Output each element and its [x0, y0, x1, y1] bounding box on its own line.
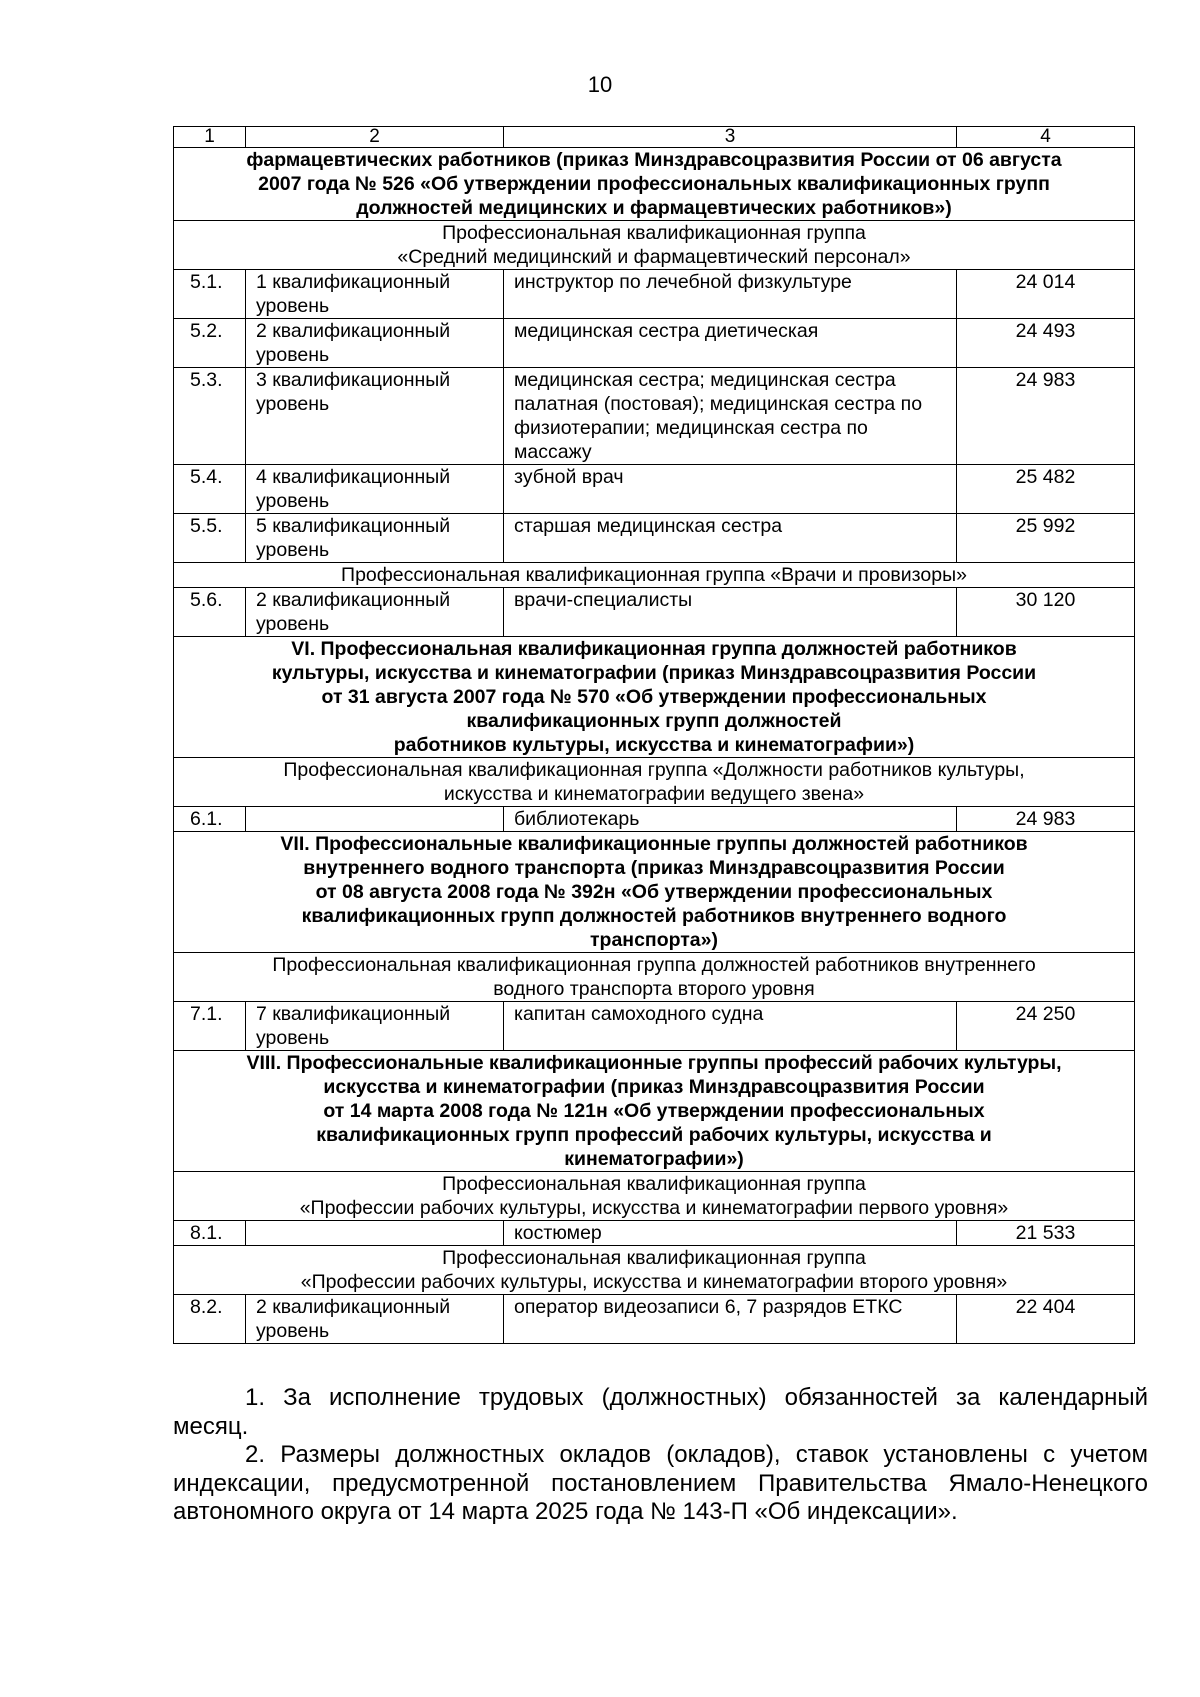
- position-name: старшая медицинская сестра: [504, 514, 957, 563]
- salary-value: 24 014: [957, 270, 1135, 319]
- group-title: [174, 758, 1135, 807]
- qualification-level: 1 квалификационный уровень: [246, 270, 504, 319]
- group-title-line: Профессиональная квалификационная группа: [442, 222, 866, 244]
- table-row: [174, 1002, 1135, 1051]
- salary-value: 21 533: [957, 1221, 1135, 1246]
- salary-value: 22 404: [957, 1295, 1135, 1344]
- row-number: 8.2.: [174, 1295, 246, 1344]
- column-header: 1: [174, 127, 246, 148]
- position-name: оператор видеозаписи 6, 7 разрядов ЕТКС: [504, 1295, 957, 1344]
- position-name: капитан самоходного судна: [504, 1002, 957, 1051]
- qualification-level: 5 квалификационный уровень: [246, 514, 504, 563]
- group-title: [174, 953, 1135, 1002]
- position-name: медицинская сестра; медицинская сестра палатная (постовая); медицинская сестра по физиотерапии; медицинская сестра по массажу: [504, 368, 957, 465]
- page-number: 10: [587, 72, 613, 97]
- salary-value: 24 983: [957, 368, 1135, 465]
- row-number: 8.1.: [174, 1221, 246, 1246]
- group-title-line: Профессиональная квалификационная группа: [442, 1247, 866, 1269]
- group-row: [174, 1172, 1135, 1221]
- table-row: [174, 319, 1135, 368]
- position-name: медицинская сестра диетическая: [504, 319, 957, 368]
- section-title: [174, 637, 1135, 758]
- section-title-line: от 31 августа 2007 года № 570 «Об утверждении профессиональных: [321, 686, 987, 708]
- row-number: 5.4.: [174, 465, 246, 514]
- section-title-line: 2007 года № 526 «Об утверждении профессиональных квалификационных групп: [258, 173, 1050, 195]
- row-number: 5.3.: [174, 368, 246, 465]
- section-title-line: культуры, искусства и кинематографии (приказ Минздравсоцразвития России: [271, 662, 1037, 684]
- section-title-line: работников культуры, искусства и кинематографии»): [393, 734, 915, 756]
- salary-value: 25 992: [957, 514, 1135, 563]
- position-name: зубной врач: [504, 465, 957, 514]
- salary-value: 30 120: [957, 588, 1135, 637]
- qualification-level: 3 квалификационный уровень: [246, 368, 504, 465]
- qualification-level: [246, 1221, 504, 1246]
- section-title-line: VI. Профессиональная квалификационная группа должностей работников: [291, 638, 1017, 660]
- row-number: 5.2.: [174, 319, 246, 368]
- footnote-1: 1. За исполнение трудовых (должностных) обязанностей за календарный месяц.: [173, 1384, 1148, 1440]
- group-title-line: Профессиональная квалификационная группа: [442, 1173, 866, 1195]
- group-row: [174, 953, 1135, 1002]
- group-row: [174, 563, 1135, 588]
- group-title-line: «Профессии рабочих культуры, искусства и кинематографии первого уровня»: [299, 1197, 1009, 1219]
- qualification-level: 2 квалификационный уровень: [246, 588, 504, 637]
- salary-value: 24 250: [957, 1002, 1135, 1051]
- qualification-level: [246, 807, 504, 832]
- qualification-level: 7 квалификационный уровень: [246, 1002, 504, 1051]
- table-row: [174, 807, 1135, 832]
- group-row: [174, 1246, 1135, 1295]
- section-title: [174, 832, 1135, 953]
- group-row: [174, 758, 1135, 807]
- section-title-line: квалификационных групп должностей: [466, 710, 842, 732]
- salary-table: [173, 126, 1135, 1344]
- section-title: [174, 1051, 1135, 1172]
- row-number: 7.1.: [174, 1002, 246, 1051]
- position-name: инструктор по лечебной физкультуре: [504, 270, 957, 319]
- row-number: 5.6.: [174, 588, 246, 637]
- section-row: [174, 637, 1135, 758]
- group-title-line: Профессиональная квалификационная группа «Врачи и провизоры»: [341, 564, 967, 586]
- group-title-line: «Средний медицинский и фармацевтический персонал»: [397, 246, 911, 268]
- row-number: 5.1.: [174, 270, 246, 319]
- section-title-line: фармацевтических работников (приказ Минздравсоцразвития России от 06 августа: [246, 149, 1062, 171]
- group-title: [174, 1172, 1135, 1221]
- section-row: [174, 832, 1135, 953]
- group-title: [174, 221, 1135, 270]
- group-title-line: Профессиональная квалификационная группа должностей работников внутреннего: [272, 954, 1036, 976]
- section-title-line: должностей медицинских и фармацевтических работников»): [356, 197, 952, 219]
- section-title-line: квалификационных групп должностей работников внутреннего водного: [301, 905, 1007, 927]
- group-title-line: «Профессии рабочих культуры, искусства и кинематографии второго уровня»: [300, 1271, 1008, 1293]
- group-title: [174, 563, 1135, 588]
- qualification-level: 4 квалификационный уровень: [246, 465, 504, 514]
- section-title-line: искусства и кинематографии (приказ Минздравсоцразвития России: [323, 1076, 985, 1098]
- section-row: [174, 1051, 1135, 1172]
- section-title-line: VIII. Профессиональные квалификационные группы профессий рабочих культуры,: [246, 1052, 1062, 1074]
- footnote-2: 2. Размеры должностных окладов (окладов), ставок установлены с учетом индексации, предусмотренной постановлением Правительства Ямало-Ненецкого автономного округа от 14 марта 2025 года № 143-П «Об индексации».: [173, 1441, 1148, 1525]
- table-row: [174, 368, 1135, 465]
- column-header: 3: [504, 127, 957, 148]
- group-title-line: искусства и кинематографии ведущего звена»: [443, 783, 865, 805]
- column-header: 4: [957, 127, 1135, 148]
- section-title-line: VII. Профессиональные квалификационные группы должностей работников: [280, 833, 1028, 855]
- section-title-line: кинематографии»): [564, 1148, 744, 1170]
- footnotes: [173, 1384, 1148, 1527]
- table-row: [174, 1295, 1135, 1344]
- salary-value: 24 983: [957, 807, 1135, 832]
- section-title-line: от 14 марта 2008 года № 121н «Об утверждении профессиональных: [323, 1100, 985, 1122]
- section-title-line: внутреннего водного транспорта (приказ Минздравсоцразвития России: [303, 857, 1005, 879]
- group-title-line: Профессиональная квалификационная группа «Должности работников культуры,: [283, 759, 1025, 781]
- table-row: [174, 514, 1135, 563]
- table-row: [174, 588, 1135, 637]
- table-row: [174, 465, 1135, 514]
- salary-value: 25 482: [957, 465, 1135, 514]
- position-name: костюмер: [504, 1221, 957, 1246]
- section-row: [174, 148, 1135, 221]
- row-number: 6.1.: [174, 807, 246, 832]
- section-title: [174, 148, 1135, 221]
- position-name: врачи-специалисты: [504, 588, 957, 637]
- table-header-row: [174, 127, 1135, 148]
- group-row: [174, 221, 1135, 270]
- row-number: 5.5.: [174, 514, 246, 563]
- column-header: 2: [246, 127, 504, 148]
- table-row: [174, 270, 1135, 319]
- section-title-line: квалификационных групп профессий рабочих культуры, искусства и: [316, 1124, 992, 1146]
- section-title-line: от 08 августа 2008 года № 392н «Об утверждении профессиональных: [315, 881, 993, 903]
- salary-value: 24 493: [957, 319, 1135, 368]
- group-title-line: водного транспорта второго уровня: [493, 978, 815, 1000]
- position-name: библиотекарь: [504, 807, 957, 832]
- qualification-level: 2 квалификационный уровень: [246, 319, 504, 368]
- qualification-level: 2 квалификационный уровень: [246, 1295, 504, 1344]
- group-title: [174, 1246, 1135, 1295]
- section-title-line: транспорта»): [589, 929, 718, 951]
- table-row: [174, 1221, 1135, 1246]
